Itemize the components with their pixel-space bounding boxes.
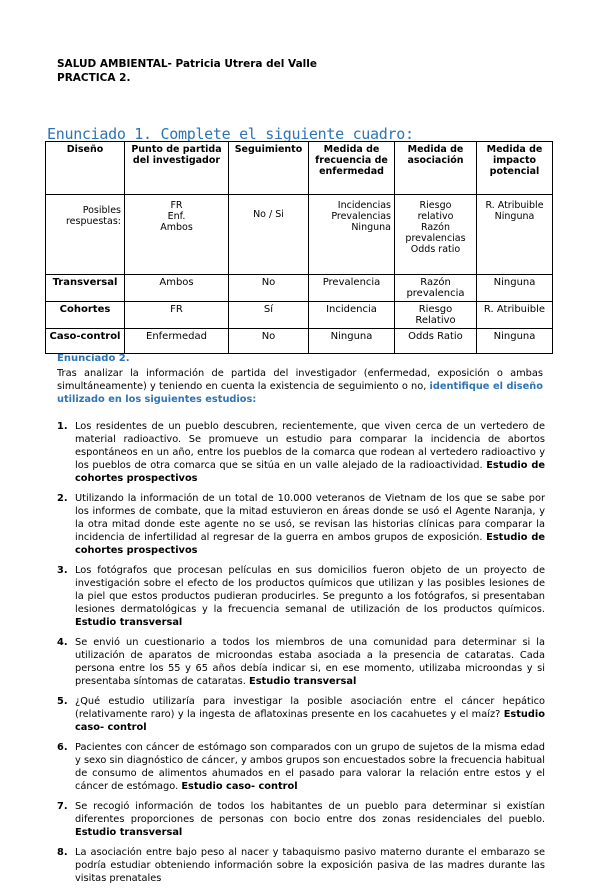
question-answer: Estudio de cohortes prospectivos xyxy=(75,460,545,484)
col-seguimiento: Seguimiento xyxy=(229,142,309,195)
author-line: SALUD AMBIENTAL- Patricia Utrera del Valle xyxy=(57,58,317,70)
asociacion-cell: Riesgo Relativo xyxy=(395,302,477,329)
question-answer: Estudio transversal xyxy=(75,827,183,838)
col-asociacion: Medida de asociación xyxy=(395,142,477,195)
question-number: 2. xyxy=(57,493,68,504)
punto-cell: Enfermedad xyxy=(125,329,229,354)
impacto-cell: R. Atribuible xyxy=(477,302,553,329)
option: R. Atribuible xyxy=(485,200,544,211)
option: Prevalencias xyxy=(331,211,391,222)
option: Ninguna xyxy=(494,211,535,222)
list-item xyxy=(57,695,545,734)
punto-cell: Ambos xyxy=(125,275,229,302)
posibles-impacto xyxy=(477,195,553,275)
option: prevalencias xyxy=(405,233,466,244)
list-item xyxy=(57,636,545,688)
question-number: 6. xyxy=(57,742,68,753)
list-item xyxy=(57,492,545,557)
question-number: 1. xyxy=(57,421,68,432)
option: Riesgo xyxy=(419,200,452,211)
table-row xyxy=(46,329,553,354)
question-answer: Estudio transversal xyxy=(249,676,357,687)
question-text: ¿Qué estudio utilizaría para investigar la posible asociación entre el cáncer hepático (relativamente raro) y la ingesta de aflatoxinas presente en los cacahuetes y el maíz? xyxy=(75,696,545,720)
list-item xyxy=(57,420,545,485)
table-row xyxy=(46,275,553,302)
list-item xyxy=(57,846,545,885)
posibles-frecuencia xyxy=(309,195,395,275)
question-answer: Estudio caso- control xyxy=(75,709,545,733)
enunciado-2-title: Enunciado 2. xyxy=(57,353,130,364)
question-answer: Estudio caso- control xyxy=(181,781,298,792)
question-text: Los residentes de un pueblo descubren, recientemente, que viven cerca de un vertedero de material radioactivo. Se promueve un estudio para comparar la incidencia de abortos espontáneos en un año, entre los pueblos de la comarca que rodean al vertedero radioactivo y los pueblos de otra comarca que se sitúa en un valle alejado de la radioactividad. xyxy=(75,421,545,471)
question-number: 8. xyxy=(57,847,68,858)
question-number: 7. xyxy=(57,801,68,812)
col-diseno: Diseño xyxy=(46,142,125,195)
list-item xyxy=(57,741,545,793)
posibles-punto xyxy=(125,195,229,275)
enunciado-2-intro xyxy=(57,367,543,406)
option: relativo xyxy=(417,211,454,222)
posibles-label: Posibles respuestas: xyxy=(46,195,125,275)
list-item xyxy=(57,564,545,629)
diseno-cell: Caso-control xyxy=(46,329,125,354)
diseno-cell: Cohortes xyxy=(46,302,125,329)
option: Odds ratio xyxy=(410,244,461,255)
table-row xyxy=(46,302,553,329)
option: Razón xyxy=(420,222,451,233)
enunciado-1-title: Enunciado 1. Complete el siguiente cuadro: xyxy=(47,125,414,143)
table-row-posibles xyxy=(46,195,553,275)
asociacion-cell: Razón prevalencia xyxy=(395,275,477,302)
question-text: Utilizando la información de un total de 10.000 veteranos de Vietnam de los que se sabe por los informes de combate, que la mitad estuvieron en áreas donde se usó el Agente Naranja, y la otra mitad donde este agente no se usó, se revisan las historias clínicas para comparar la incidencia de infertilidad al regresar de la guerra en ambos grupos de exposición. xyxy=(75,493,545,543)
question-text: Se envió un cuestionario a todos los miembros de una comunidad para determinar si la utilización de aparatos de microondas estaba asociada a la presencia de cataratas. Cada persona entre los 55 y 65 años debía indicar si, en ese momento, utilizaba microondas y si presentaba síntomas de cataratas. xyxy=(75,637,545,687)
diseno-cell: Transversal xyxy=(46,275,125,302)
question-number: 4. xyxy=(57,637,68,648)
question-text: Pacientes con cáncer de estómago son comparados con un grupo de sujetos de la misma edad y sexo sin diagnóstico de cáncer, y ambos grupos son encuestados sobre la frecuencia habitual de consumo de alimentos ahumados en el pasado para valorar la relación entre estos y el cáncer de estómago. xyxy=(75,742,545,792)
impacto-cell: Ninguna xyxy=(477,329,553,354)
design-table xyxy=(45,141,553,354)
question-number: 3. xyxy=(57,565,68,576)
seguimiento-cell: Sí xyxy=(229,302,309,329)
frecuencia-cell: Ninguna xyxy=(309,329,395,354)
option: Ambos xyxy=(160,222,193,233)
question-answer: Estudio de cohortes prospectivos xyxy=(75,532,545,556)
frecuencia-cell: Prevalencia xyxy=(309,275,395,302)
question-list xyxy=(57,420,545,892)
posibles-seguimiento: No / Si xyxy=(229,195,309,275)
document-header xyxy=(57,57,317,85)
col-frecuencia: Medida de frecuencia de enfermedad xyxy=(309,142,395,195)
question-text: Se recogió información de todos los habitantes de un pueblo para determinar si existían diferentes proporciones de personas con bocio entre dos zonas residenciales del pueblo. xyxy=(75,801,545,825)
option: FR xyxy=(170,200,183,211)
posibles-asociacion xyxy=(395,195,477,275)
frecuencia-cell: Incidencia xyxy=(309,302,395,329)
col-punto-partida: Punto de partida del investigador xyxy=(125,142,229,195)
question-number: 5. xyxy=(57,696,68,707)
practice-line: PRACTICA 2. xyxy=(57,72,131,84)
punto-cell: FR xyxy=(125,302,229,329)
option: Ninguna xyxy=(351,222,391,233)
intro-highlight: identifique el diseño utilizado en los siguientes estudios: xyxy=(57,381,543,405)
asociacion-cell: Odds Ratio xyxy=(395,329,477,354)
seguimiento-cell: No xyxy=(229,329,309,354)
intro-text: Tras analizar la información de partida del investigador (enfermedad, exposición o ambas simultáneamente) y teniendo en cuenta la existencia de seguimiento o no, xyxy=(57,368,543,392)
col-impacto: Medida de impacto potencial xyxy=(477,142,553,195)
option: Incidencias xyxy=(337,200,391,211)
option: Enf. xyxy=(167,211,186,222)
table-header-row xyxy=(46,142,553,195)
question-text: La asociación entre bajo peso al nacer y tabaquismo pasivo materno durante el embarazo se podría estudiar obteniendo información sobre la exposición pasiva de las madres durante las visitas prenatales xyxy=(75,847,545,884)
question-answer: Estudio transversal xyxy=(75,617,183,628)
list-item xyxy=(57,800,545,839)
question-text: Los fotógrafos que procesan películas en sus domicilios fueron objeto de un proyecto de investigación sobre el efecto de los productos químicos que utilizan y las posibles lesiones de la piel que estos productos pudieran producirles. Se pregunto a los fotógrafos, si presentaban lesiones dermatológicas y la frecuencia semanal de utilización de los productos químicos. xyxy=(75,565,545,615)
seguimiento-cell: No xyxy=(229,275,309,302)
impacto-cell: Ninguna xyxy=(477,275,553,302)
